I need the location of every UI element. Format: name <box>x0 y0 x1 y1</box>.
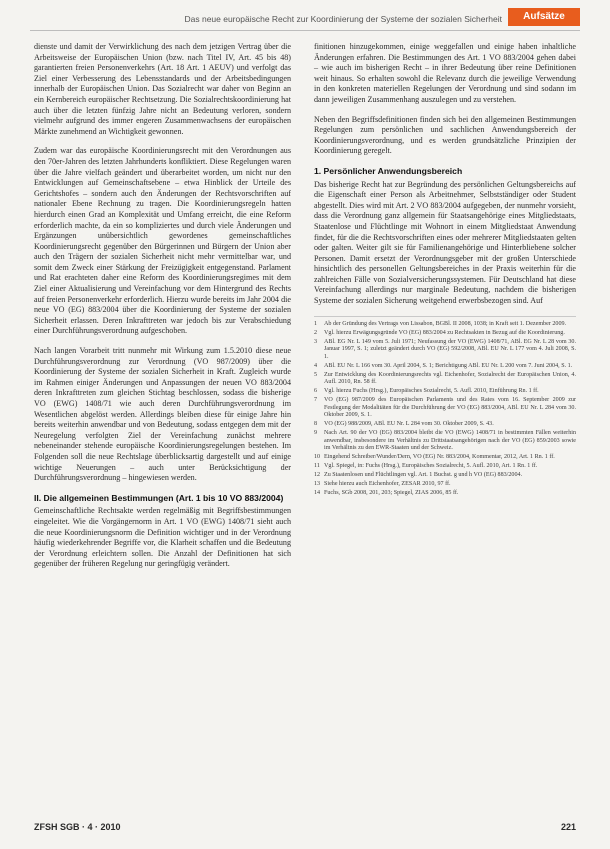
page-header <box>30 8 580 31</box>
footnote: 4 ABl. EU Nr. L 166 vom 30. April 2004, S. 1; Berichtigung ABl. EU Nr. L 200 vom 7. Juni 2004, S. 1. <box>314 362 573 369</box>
footnote: 10 Eingehend Schreiber/Wunder/Dern, VO (EG) Nr. 883/2004, Kommentar, 2012, Art. 1 Rn. 1 ff. <box>314 454 555 461</box>
footnote: 6 Vgl. hierzu Fuchs (Hrsg.), Europäisches Sozialrecht, 5. Aufl. 2010, Einführung Rn. 1 ff. <box>314 388 539 395</box>
left-paragraph-4: Gemeinschaftliche Rechtsakte werden regelmäßig mit Begriffsbestimmungen eingeleitet. Wie die Vorgängernorm in Art. 1 VO (EWG) 1408/71 sieht auch die neue Koordinierungsnorm die Definition wichtiger und in der Verordnung häufig wiederkehrender Begriffe vor, die Klarheit schaffen und die Bedeutung der Verordnung erleichtern sollen. Die Anzahl der Definitionen hat sich gegenüber der früheren Regelung nur geringfügig verändert. <box>34 506 291 569</box>
footnotes <box>314 316 576 498</box>
footnote: 1 Ab der Gründung des Vertrags von Lissabon, BGBl. II 2008, 1038; in Kraft seit 1. Dezember 2009. <box>314 320 567 327</box>
section-heading-ii: II. Die allgemeinen Bestimmungen (Art. 1 bis 10 VO 883/2004) <box>34 492 284 503</box>
left-paragraph-1: dienste und damit der Verwirklichung des nach dem jetzigen Vertrag über die Arbeitsweise der Europäischen Union (bzw. nach Titel IV, Art. 45 bis 48) garantierten freien Personenverkehrs (Art. 18 Art. 1 AEUV) und verfolgt das Ziel einer Verbesserung des Lebensstandards und der Arbeitsbedingungen innerhalb der Europäischen Union. Das Sozialrecht war daher von Beginn an ein Kernbereich europäischer Rechtsetzung. Die Sozialrechtskoordinierung hat auch über die letzten fünfzig Jahre nicht an Bedeutung verloren, sondern vielmehr aufgrund des immer engeren Zusammenwachsens der europäischen Märkte zunehmend an Wichtigkeit gewonnen. <box>34 42 291 136</box>
right-paragraph-3: Das bisherige Recht hat zur Begründung des persönlichen Geltungsbereichs auf die Eigenschaft einer Person als Arbeitnehmer, Selbstständiger oder Student abgestellt. Dies wird mit Art. 2 VO 883/2004 aufgegeben, der nunmehr vorsieht, dass die Verordnung ganz allgemein für Staatsangehörige eines Mitgliedstaats, Staatenlose und Flüchtlinge mit Wohnort in einem Mitgliedstaat Anwendung findet, für die die Rechtsvorschriften eines oder mehrerer Mitgliedstaaten gelten oder galten. Weiter gilt sie für Familienangehörige und Hinterbliebene solcher Personen. Damit ersetzt der Verordnungsgeber mit der großen Unterschiede hinsichtlich des personellen Geltungsbereiches in der Praxis weiterhin für die zahlreichen Fälle von Sozialversicherungssystemen. Für Deutschland hat diese Vereinfachung allerdings nur marginale Bedeutung, nachdem die bisherigen Systeme der sozialen Sicherung weitgehend erwerbsbezogen sind. Auf <box>314 179 576 306</box>
left-paragraph-3: Nach langen Vorarbeit tritt nunmehr mit Wirkung zum 1.5.2010 diese neue Durchführungsverordnung zur Verordnung (VO 987/2009) über die Koordinierung der Systeme der sozialen Sicherheit in Kraft. Zugleich wurde im Rahmen einiger Änderungen und Anpassungen der neuen VO 883/2004 deren Inkrafttreten zum gleichen Stichtag beschlossen, sodass die bisherige VO (EWG) 1408/71 wie auch deren Durchführungsverordnung im Wesentlichen abgelöst werden. Allerdings bleiben diese für einige Jahre hin bereits weiterhin anwendbar und von Bedeutung, sodass entgegen dem mit der Neuregelung verfolgten Ziel der Vereinfachung zunächst mehrere nebeneinander stehende europäische Koordinierungsregelungen bestehen. Im Folgenden soll die neue Rechtslage überblicksartig dargestellt und auf einige wichtige Neuerungen – auch unter Berücksichtigung der Durchführungsverordnung – hingewiesen werden. <box>34 346 291 483</box>
left-paragraph-2: Zudem war das europäische Koordinierungsrecht mit den Verordnungen aus den 70er-Jahren des letzten Jahrhunderts konfliktiert. Diese Regelungen waren über die Jahre vielfach geändert und überarbeitet worden, um nicht nur den Entwicklungen auf Gemeinschaftsebene – etwa Hinblick der Urteile des Gerichtshofes – sondern auch den Änderungen der Rechtsvorschriften auf nationaler Ebene Rechnung zu tragen. Die Koordinierungsregeln hatten hierdurch einen Grad an Komplexität und Umfang erreicht, die eine Reform erforderlich machte, da ein so kompliziertes und durch viele Änderungen und Ergänzungen unübersichtlich gewordenes gemeinschaftliches Koordinierungsrecht gegenüber den Bürgerinnen und Bürgern der Union aber auch den Trägern der sozialen Sicherheit nicht mehr vermittelbar war, und somit dem Zweck einer Stärkung der Freizügigkeit entgegenstand. Parlament und Rat erachteten daher eine Reform des Koordinierungsregimes mit dem Ziel einer Aktualisierung und Vereinfachung vor dem Hintergrund des Rechts auf freien Personenverkehr erforderlich. Hierzu wurde bereits im Jahr 2004 die neue VO (EG) 883/2004 über die Koordinierung der Systeme der sozialen Sicherheit erlassen. Deren Inkrafttreten war jedoch bis zur Verabschiedung einer Durchführungsverordnung aufgeschoben. <box>34 146 291 336</box>
page-footer <box>34 822 576 836</box>
footnote: 8 VO (EG) 988/2009, ABl. EU Nr. L 284 vom 30. Oktober 2009, S. 43. <box>314 421 494 428</box>
left-column <box>34 42 291 579</box>
page-number: 221 <box>560 822 576 832</box>
right-paragraph-1: finitionen hinzugekommen, einige weggefallen und einige haben inhaltliche Änderungen erfahren. Die Bestimmungen des Art. 1 VO 883/2004 gehen dabei – wie auch im bisherigen Recht – in ihrer Bedeutung über reine Definitionen weit hinaus. So erhalten sowohl die Relevanz durch die jeweilige Verwendung in den konkreten materiellen Regelungen der Verordnung und sind sodann im dann jeweiligen Zusammenhang auszulegen und zu verstehen. <box>314 42 576 104</box>
footnote: 2 Vgl. hierzu Erwägungsgründe VO (EG) 883/2004 zu Rechtsakten in Bezug auf die Koordinierung. <box>314 329 565 336</box>
section-tab: Aufsätze <box>508 8 580 26</box>
running-title: Das neue europäische Recht zur Koordinierung der Systeme der sozialen Sicherheit <box>184 14 502 24</box>
footnote: 14 Fuchs, SGb 2008, 201, 203; Spiegel, ZIAS 2006, 85 ff. <box>314 490 459 497</box>
section-heading-1: 1. Persönlicher Anwendungsbereich <box>314 165 463 176</box>
footnote: 11 Vgl. Spiegel, in: Fuchs (Hrsg.), Europäisches Sozialrecht, 5. Aufl. 2010, Art. 1 Rn. 1 ff. <box>314 463 538 470</box>
footnote: 7 VO (EG) 987/2009 des Europäischen Parlaments und des Rates vom 16. September 2009 zur Festlegung der Modalitäten für die Durchführung der VO (EG) 883/2004, ABl. EU Nr. L 284 vom 30. Oktober 2009, S. 1. <box>314 397 576 419</box>
footnote: 13 Siehe hierzu auch Eichenhofer, ZESAR 2010, 97 ff. <box>314 481 451 488</box>
journal-name: ZFSH SGB · 4 · 2010 <box>34 822 121 832</box>
footnote: 3 ABl. EG Nr. L 149 vom 5. Juli 1971; Neufassung der VO (EWG) 1408/71, ABl. EG Nr. L 28 vom 30. Januar 1997, S. 1; zuletzt geändert durch VO (EG) 592/2008, ABl. EU Nr. L 177 vom 4. Juli 2008, S. 1. <box>314 338 576 360</box>
footnote: 5 Zur Entwicklung des Koordinierungsrechts vgl. Eichenhofer, Sozialrecht der Europäischen Union, 4. Aufl. 2010, Rn. 58 ff. <box>314 371 576 386</box>
footnote: 9 Nach Art. 90 der VO (EG) 883/2004 bleibt die VO (EWG) 1408/71 in bestimmten Fällen weiterhin anwendbar, insbesondere im Verhältnis zu Drittstaatsangehörigen nach der VO (EG) 859/2003 sowie im Verhältnis zu den EWR-Staaten und der Schweiz. <box>314 430 576 452</box>
right-column <box>314 42 576 499</box>
right-paragraph-2: Neben den Begriffsdefinitionen finden sich bei den allgemeinen Bestimmungen Regelungen zum persönlichen und sachlichen Anwendungsbereich der Koordinierungsverordnung, und es werden grundsätzliche Prinzipien der Koordinierung geregelt. <box>314 114 576 156</box>
footnote: 12 Zu Staatenlosen und Flüchtlingen vgl. Art. 1 Buchst. g und h VO (EG) 883/2004. <box>314 472 523 479</box>
